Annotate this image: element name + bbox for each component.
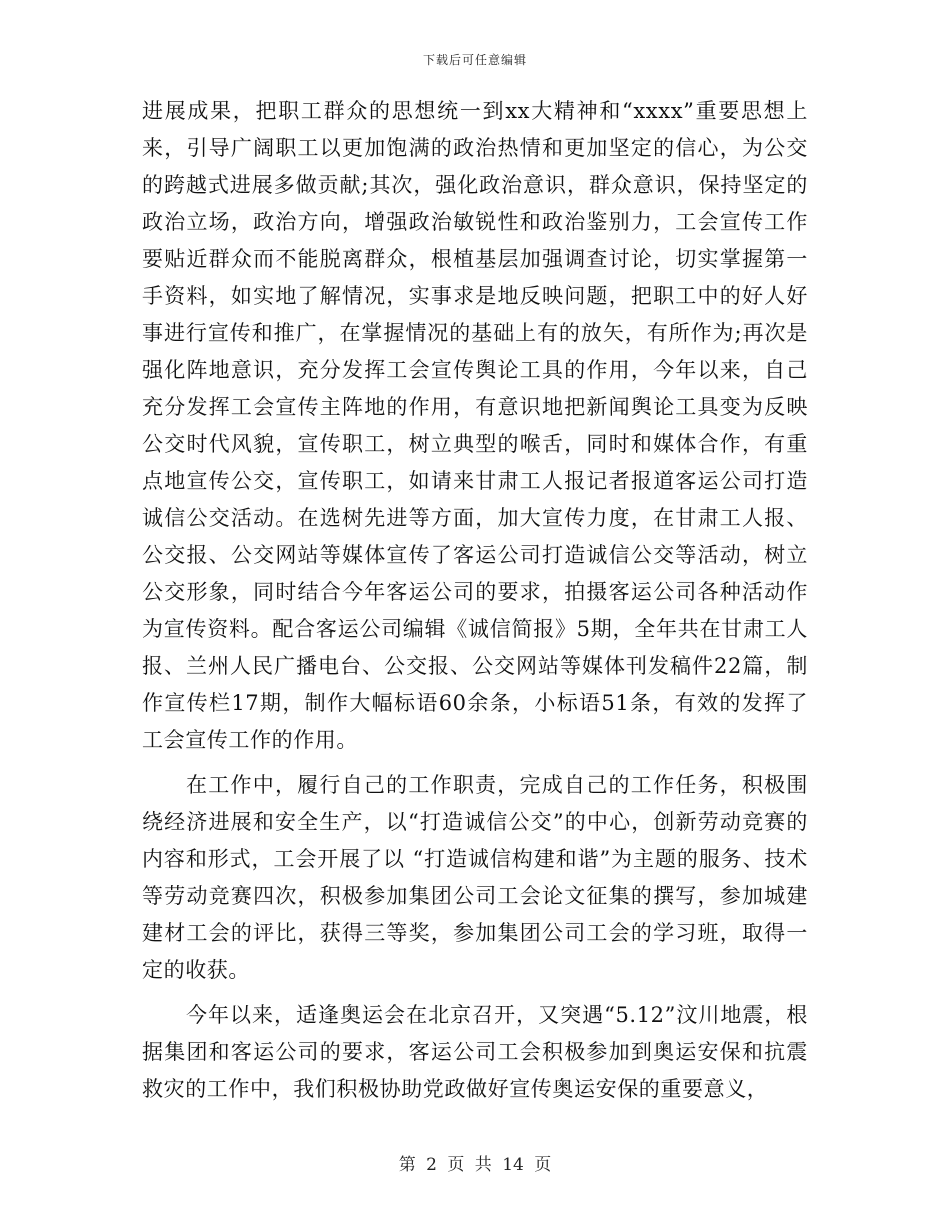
paragraph-1: 进展成果，把职工群众的思想统一到xx大精神和“xxxx”重要思想上来，引导广阔职工以更加饱满的政治热情和更加坚定的信心，为公交的跨越式进展多做贡献;其次，强化政治意识，群众意识，保持坚定的政治立场，政治方向，增强政治敏锐性和政治鉴别力，工会宣传工作要贴近群众而不能脱离群众，根植基层加强调查讨论，切实掌握第一手资料，如实地了解情况，实事求是地反映问题，把职工中的好人好事进行宣传和推广，在掌握情况的基础上有的放矢，有所作为;再次是强化阵地意识，充分发挥工会宣传舆论工具的作用，今年以来，自己充分发挥工会宣传主阵地的作用，有意识地把新闻舆论工具变为反映公交时代风貌，宣传职工，树立典型的喉舌，同时和媒体合作，有重点地宣传公交，宣传职工，如请来甘肃工人报记者报道客运公司打造诚信公交活动。在选树先进等方面，加大宣传力度，在甘肃工人报、公交报、公交网站等媒体宣传了客运公司打造诚信公交等活动，树立公交形象，同时结合今年客运公司的要求，拍摄客运公司各种活动作为宣传资料。配合客运公司编辑《诚信简报》5期，全年共在甘肃工人报、兰州人民广播电台、公交报、公交网站等媒体刊发稿件22篇，制作宣传栏17期，制作大幅标语60余条，小标语51条，有效的发挥了工会宣传工作的作用。 bbox=[142, 99, 808, 752]
page-header: 下载后可任意编辑 bbox=[422, 53, 527, 67]
paragraph-3: 今年以来，适逢奥运会在北京召开，又突遇“5.12”汶川地震，根据集团和客运公司的要求，客运公司工会积极参加到奥运安保和抗震救灾的工作中，我们积极协助党政做好宣传奥运安保的重要意义， bbox=[142, 1003, 808, 1101]
document-body bbox=[142, 93, 808, 1116]
page-number-footer: 第 2 页 共 14 页 bbox=[398, 1155, 552, 1175]
paragraph-2: 在工作中，履行自己的工作职责，完成自己的工作任务，积极围绕经济进展和安全生产，以“打造诚信公交”的中心，创新劳动竞赛的内容和形式，工会开展了以 “打造诚信构建和谐”为主题的服务、技术等劳动竞赛四次，积极参加集团公司工会论文征集的撰写，参加城建建材工会的评比，获得三等奖，参加集团公司工会的学习班，取得一定的收获。 bbox=[142, 773, 808, 982]
